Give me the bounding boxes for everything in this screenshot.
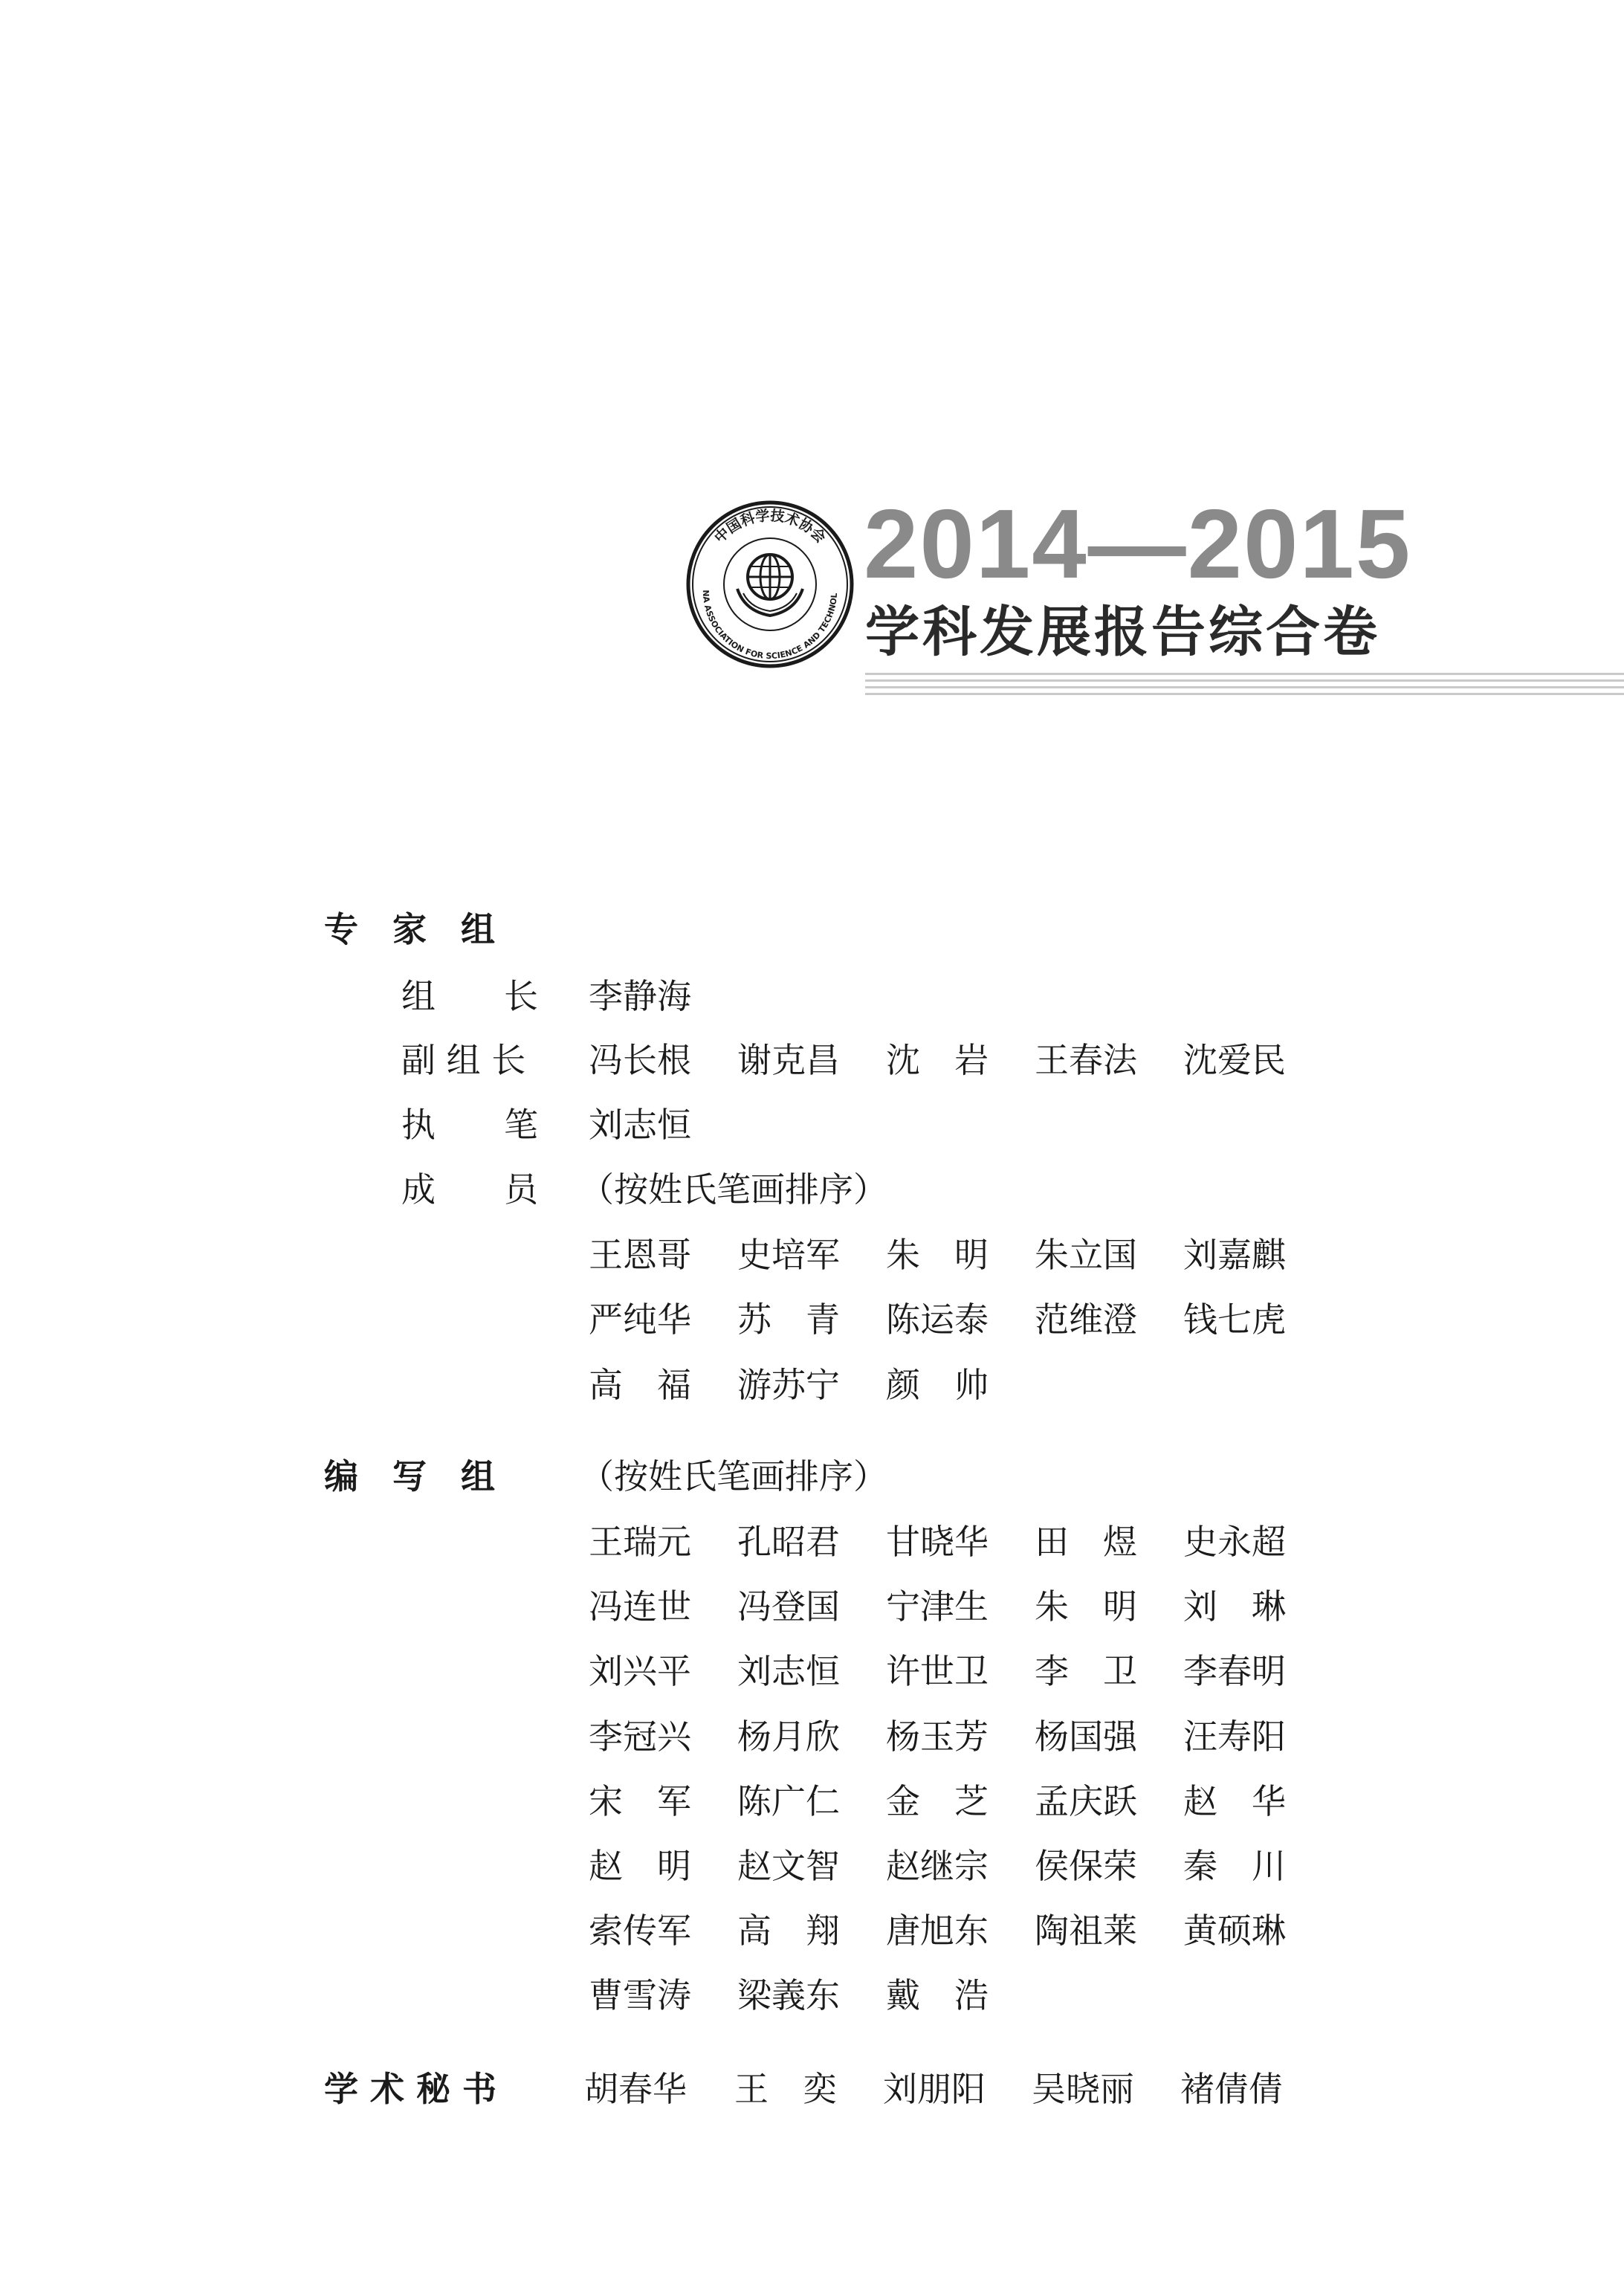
- writer-member-name: 杨月欣: [737, 1717, 840, 1757]
- writer-member-name: 杨玉芳: [886, 1717, 989, 1757]
- members-label: 成 员: [401, 1169, 538, 1210]
- writing-group-heading: 编 写 组: [324, 1456, 495, 1496]
- writer-member-name: 黄硕琳: [1183, 1911, 1286, 1951]
- writer-member-name: 梁義东: [737, 1975, 840, 2015]
- secretary-name: 褚倩倩: [1180, 2069, 1283, 2109]
- member-name: 高 福: [589, 1365, 691, 1405]
- writer-member-name: 孔昭君: [737, 1522, 840, 1562]
- logo-text-en: NA ASSOCIATION FOR SCIENCE AND TECHNOL: [700, 590, 840, 662]
- logo-text-cn: 中国科学技术协会: [711, 507, 829, 546]
- member-name: 钱七虎: [1183, 1299, 1286, 1340]
- writer-member-name: 索传军: [589, 1911, 691, 1951]
- writer-member-name: 宋 军: [589, 1781, 691, 1821]
- writer-member-name: 孟庆跃: [1035, 1781, 1137, 1821]
- secretary-name: 胡春华: [584, 2069, 687, 2109]
- writer-label: 执 笔: [401, 1105, 538, 1145]
- member-name: 游苏宁: [737, 1365, 840, 1405]
- deputy-name: 沈 岩: [886, 1040, 989, 1080]
- secretary-name: 吴晓丽: [1032, 2069, 1134, 2109]
- writer-member-name: 甘晓华: [886, 1522, 989, 1562]
- page-title: 学科发展报告综合卷: [865, 601, 1380, 664]
- writer-member-name: 李春明: [1183, 1651, 1286, 1691]
- member-name: 史培军: [737, 1235, 840, 1275]
- writer-member-name: 侯保荣: [1035, 1846, 1137, 1886]
- secretary-name: 王 奕: [734, 2069, 837, 2109]
- writer-member-name: 秦 川: [1183, 1846, 1286, 1886]
- writer-member-name: 宁津生: [886, 1586, 989, 1627]
- title-rule-lines: [865, 673, 1624, 700]
- writer-member-name: 金 芝: [886, 1781, 989, 1821]
- member-name: 苏 青: [737, 1299, 840, 1340]
- deputy-name: 冯长根: [589, 1040, 691, 1080]
- writer-member-name: 朱 明: [1035, 1586, 1137, 1627]
- writer-member-name: 刘志恒: [737, 1651, 840, 1691]
- member-name: 朱立国: [1035, 1235, 1137, 1275]
- writer-member-name: 高 翔: [737, 1911, 840, 1951]
- writer-member-name: 冯连世: [589, 1586, 691, 1627]
- year-range: 2014—2015: [864, 489, 1412, 598]
- secretary-heading: 学 术 秘 书: [324, 2069, 497, 2109]
- deputy-name: 沈爱民: [1183, 1040, 1286, 1080]
- writer-member-name: 赵 华: [1183, 1781, 1286, 1821]
- writer-member-name: 陈广仁: [737, 1781, 840, 1821]
- writer-member-name: 陶祖莱: [1035, 1911, 1137, 1951]
- writer-member-name: 曹雪涛: [589, 1975, 691, 2015]
- writer-member-name: 李 卫: [1035, 1651, 1137, 1691]
- writer-member-name: 刘 琳: [1183, 1586, 1286, 1627]
- member-name: 严纯华: [589, 1299, 691, 1340]
- member-name: 颜 帅: [886, 1365, 989, 1405]
- writer-member-name: 冯登国: [737, 1586, 840, 1627]
- writer-member-name: 赵文智: [737, 1846, 840, 1886]
- writer-member-name: 赵 明: [589, 1846, 691, 1886]
- member-name: 王恩哥: [589, 1235, 691, 1275]
- member-name: 朱 明: [886, 1235, 989, 1275]
- writer-member-name: 许世卫: [886, 1651, 989, 1691]
- writer-member-name: 赵继宗: [886, 1846, 989, 1886]
- secretary-name: 刘朋阳: [883, 2069, 986, 2109]
- member-name: 刘嘉麒: [1183, 1235, 1286, 1275]
- writer-member-name: 唐旭东: [886, 1911, 989, 1951]
- writer-member-name: 戴 浩: [886, 1975, 989, 2015]
- members-sort-note: （按姓氏笔画排序）: [580, 1169, 887, 1210]
- member-name: 范维澄: [1035, 1299, 1137, 1340]
- writer-member-name: 王瑞元: [589, 1522, 691, 1562]
- member-name: 陈运泰: [886, 1299, 989, 1340]
- writer-member-name: 杨国强: [1035, 1717, 1137, 1757]
- leader-label: 组 长: [401, 976, 538, 1016]
- writer-member-name: 汪寿阳: [1183, 1717, 1286, 1757]
- writer-member-name: 田 煜: [1035, 1522, 1137, 1562]
- deputy-name: 王春法: [1035, 1040, 1137, 1080]
- writer-name: 刘志恒: [589, 1105, 691, 1145]
- deputy-name: 谢克昌: [737, 1040, 840, 1080]
- expert-group-heading: 专 家 组: [324, 909, 495, 949]
- deputy-label: 副 组 长: [401, 1040, 526, 1080]
- writer-member-name: 李冠兴: [589, 1717, 691, 1757]
- cast-emblem-icon: [685, 500, 855, 669]
- leader-name: 李静海: [589, 976, 691, 1016]
- writer-member-name: 刘兴平: [589, 1651, 691, 1691]
- writing-sort-note: （按姓氏笔画排序）: [580, 1456, 887, 1496]
- writer-member-name: 史永超: [1183, 1522, 1286, 1562]
